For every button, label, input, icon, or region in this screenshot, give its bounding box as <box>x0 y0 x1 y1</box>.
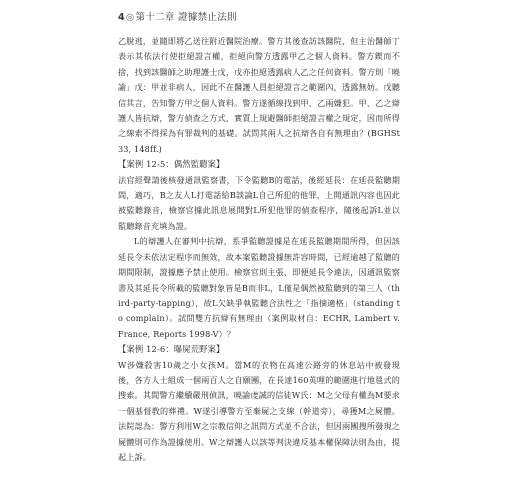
body-paragraph: 乙脫逃，並隨即將乙送往附近醫院治療。警方其後查訪該醫院，但主治醫師丁表示其依法行使拒絕證言權，拒絕向警方透露甲乙之個人資料。警方鍥而不捨，找到該醫師之助理護士戊，戊亦拒絕透露病人乙之任何資料。警方則「曉諭」戊：甲並非病人，因此不在醫護人員拒絕證言之範圍內，透露無妨。戊聽信其言，告知警方甲之個人資料。警方遂循線找到甲、乙兩嫌犯。甲、乙之辯護人皆抗辯，警方偵查之方式，實質上規避醫師拒絕證言權之規定，因而所得之線索不得採為有罪裁判的基礎。試問其兩人之抗辯各自有無理由？(BGHSt33, 148ff.) <box>118 36 400 154</box>
page-body <box>118 34 400 465</box>
case-heading: 【案例 12-5：偶然監聽案】 <box>118 159 225 170</box>
running-header <box>118 9 237 23</box>
case-heading: 【案例 12-6：曝屍荒野案】 <box>118 344 225 355</box>
chapter-title: 第十二章 證據禁止法則 <box>135 12 237 23</box>
body-paragraph: W涉嫌殺害10歲之小女孩M。當M的衣物在高速公路旁的休息站中被發現後，各方人士組成一個兩百人之自願團，在長達160英哩的範圍進行地毯式的搜索。其間警方繼續嚴刑偵訊，曉諭虔誠的信徒W氏：M之父母有權為M要求一個基督教的葬禮。W遂引導警方至棄屍之支線（幹道旁），尋獲M之屍體。法院認為：警方利用W之宗教信仰之訊問方式並不合法，但因兩團搜所發現之屍體則可作為證據使用。W之辯護人以該等判決違反基本權保障法則為由，提起上訴。 <box>118 359 400 462</box>
body-paragraph: 法官經聲請後核發通訊監察書，下令監聽B的電話，後經延長：在延長監聽期間，適巧，B之友人L打電話給B談論L自己所犯的他罪，上開通訊內容也因此被監聽錄音，檢察官據此訊息展開對L所犯他罪的偵查程序，隨後起訴L並以監聽錄音充填為證。 <box>118 174 400 231</box>
body-paragraph: L的辯護人在審判中抗辯，系爭監聽證據是在延長監聽期間所得，但因該延長令未依法定程序而無效，故本案監聽證據無許容時間，已經逾越了監聽的期間限制，證據應予禁止使用。檢察官則主張，即便延長令違法，因通訊監察書及其延長令所載的監聽對象皆是B而非L，L僅是偶然被監聽到的第三人（third-party-tapping），故L欠缺爭執監聽合法性之「指摘適格」（standing to complain）。試問雙方抗辯有無理由（案例取材自：ECHR, Lambert v. France, Reports 1998-V）？ <box>118 236 400 339</box>
header-ornament: ◎ <box>125 12 135 23</box>
page-number: 4 <box>118 12 125 23</box>
